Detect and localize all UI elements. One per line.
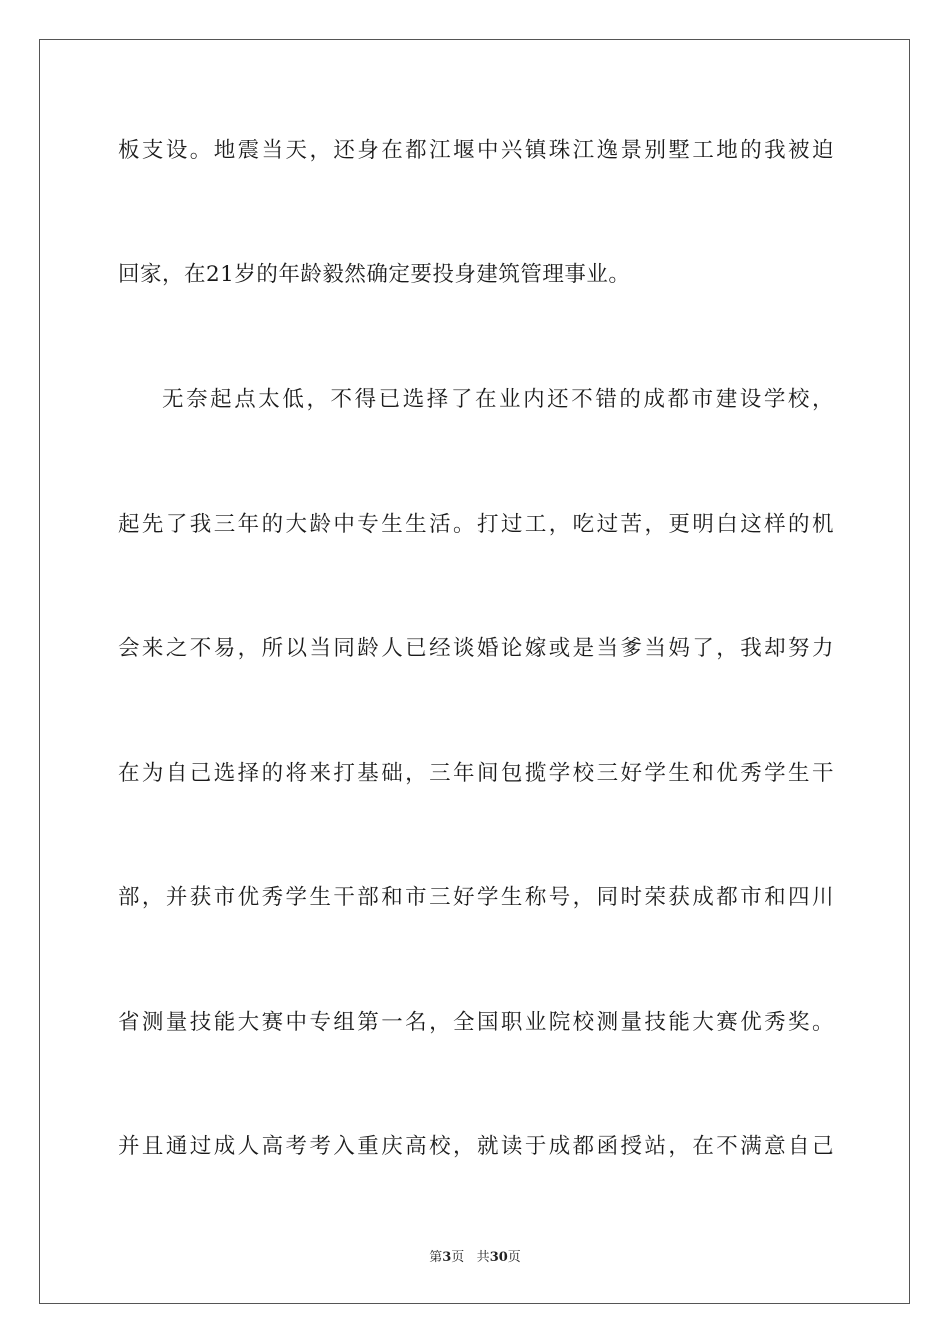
- text-line: 无奈起点太低，不得已选择了在业内还不错的成都市建设学校，: [162, 387, 834, 412]
- text-line: 回家，在21岁的年龄毅然确定要投身建筑管理事业。: [118, 262, 631, 287]
- page-prefix: 第: [429, 1250, 443, 1265]
- text-line: 部，并获市优秀学生干部和市三好学生称号，同时荣获成都市和四川: [118, 885, 834, 910]
- total-pages: 30: [489, 1250, 508, 1265]
- text-line: 并且通过成人高考考入重庆高校，就读于成都函授站，在不满意自己: [118, 1134, 834, 1159]
- page-footer: [0, 1248, 950, 1268]
- total-prefix: 共: [476, 1250, 490, 1265]
- text-line: 板支设。地震当天，还身在都江堰中兴镇珠江逸景别墅工地的我被迫: [118, 138, 834, 163]
- text-line: 会来之不易，所以当同龄人已经谈婚论嫁或是当爹当妈了，我却努力: [118, 636, 834, 661]
- total-suffix: 页: [507, 1250, 521, 1265]
- text-line: 起先了我三年的大龄中专生生活。打过工，吃过苦，更明白这样的机: [118, 512, 834, 537]
- page-suffix: 页: [451, 1250, 465, 1265]
- page-border: [39, 39, 910, 1304]
- text-line: 省测量技能大赛中专组第一名，全国职业院校测量技能大赛优秀奖。: [118, 1010, 834, 1035]
- text-line: 在为自己选择的将来打基础，三年间包揽学校三好学生和优秀学生干: [118, 761, 834, 786]
- page-number: 3: [442, 1250, 452, 1265]
